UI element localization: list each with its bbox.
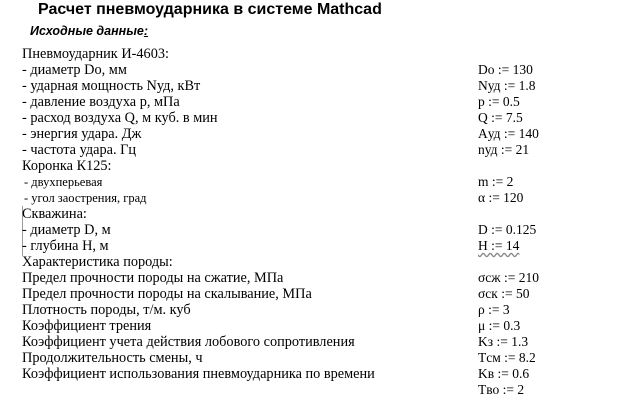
section-header-rock: Характеристика породы: xyxy=(22,254,173,270)
value-tvo[interactable]: Tво := 2 xyxy=(478,382,525,397)
value-sharpening-angle[interactable]: α := 120 xyxy=(478,190,524,205)
param-row-rock xyxy=(22,254,622,270)
param-row-shear-strength xyxy=(22,286,622,302)
param-row-bit xyxy=(22,158,622,174)
param-row-impact-energy xyxy=(22,126,622,142)
label-impact-energy: - энергия удара. Дж xyxy=(22,126,142,142)
param-row-depth xyxy=(22,238,622,254)
param-row-two-blade xyxy=(22,174,622,190)
section-header-bit: Коронка К125: xyxy=(22,158,112,174)
subtitle-text: Исходные данные xyxy=(30,24,144,38)
label-sharpening-angle: - угол заострения, град xyxy=(24,191,147,205)
param-row-drill xyxy=(22,46,622,62)
label-two-blade: - двухперьевая xyxy=(24,175,103,189)
param-row-impact-frequency xyxy=(22,142,622,158)
value-depth[interactable]: H := 14 xyxy=(478,238,520,253)
label-time-utilization: Коэффициент использования пневмоударника по времени xyxy=(22,366,375,382)
label-drag-coefficient: Коэффициент учета действия лобового сопротивления xyxy=(22,334,355,350)
parameter-list xyxy=(22,46,622,398)
value-shift-duration[interactable]: Tсм := 8.2 xyxy=(478,350,536,365)
value-density[interactable]: ρ := 3 xyxy=(478,302,510,317)
param-row-friction xyxy=(22,318,622,334)
value-shear-strength[interactable]: σск := 50 xyxy=(478,286,530,301)
param-row-impact-power xyxy=(22,78,622,94)
label-friction: Коэффициент трения xyxy=(22,318,152,334)
label-shear-strength: Предел прочности породы на скалывание, МПа xyxy=(22,286,312,302)
param-row-shift-duration xyxy=(22,350,622,366)
label-impact-power: - ударная мощность Nуд, кВт xyxy=(22,78,201,94)
param-row-drag-coefficient xyxy=(22,334,622,350)
label-diameter-do: - диаметр Dо, мм xyxy=(22,62,127,78)
label-density: Плотность породы, т/м. куб xyxy=(22,302,191,318)
label-impact-frequency: - частота удара. Гц xyxy=(22,142,137,158)
label-depth: - глубина Н, м xyxy=(22,238,109,254)
section-header-drill: Пневмоударник И-4603: xyxy=(22,46,169,62)
value-impact-energy[interactable]: Aуд := 140 xyxy=(478,126,539,141)
value-impact-frequency[interactable]: nуд := 21 xyxy=(478,142,530,157)
label-compressive-strength: Предел прочности породы на сжатие, МПа xyxy=(22,270,284,286)
label-air-flow: - расход воздуха Q, м куб. в мин xyxy=(22,110,218,126)
param-row-diameter-d xyxy=(22,222,622,238)
value-time-utilization[interactable]: Kв := 0.6 xyxy=(478,366,530,381)
value-air-pressure[interactable]: p := 0.5 xyxy=(478,94,520,109)
param-row-air-pressure xyxy=(22,94,622,110)
label-diameter-d: - диаметр D, м xyxy=(22,222,111,238)
param-row-tvo xyxy=(22,382,622,398)
label-air-pressure: - давление воздуха p, мПа xyxy=(22,94,180,110)
section-header-borehole: Скважина: xyxy=(22,206,87,222)
param-row-time-utilization xyxy=(22,366,622,382)
section-subtitle xyxy=(30,22,148,40)
value-friction[interactable]: μ := 0.3 xyxy=(478,318,521,333)
value-drag-coefficient[interactable]: Kз := 1.3 xyxy=(478,334,529,349)
label-shift-duration: Продолжительность смены, ч xyxy=(22,350,203,366)
value-impact-power[interactable]: Nуд := 1.8 xyxy=(478,78,536,93)
value-compressive-strength[interactable]: σсж := 210 xyxy=(478,270,539,285)
param-row-sharpening-angle xyxy=(22,190,622,206)
subtitle-colon: : xyxy=(143,24,149,38)
value-diameter-d[interactable]: D := 0.125 xyxy=(478,222,537,237)
value-air-flow[interactable]: Q := 7.5 xyxy=(478,110,523,125)
value-two-blade[interactable]: m := 2 xyxy=(478,174,514,189)
value-diameter-do[interactable]: Dо := 130 xyxy=(478,62,533,77)
param-row-density xyxy=(22,302,622,318)
param-row-diameter-do xyxy=(22,62,622,78)
param-row-air-flow xyxy=(22,110,622,126)
param-row-borehole xyxy=(22,206,622,222)
param-row-compressive-strength xyxy=(22,270,622,286)
document-title: Расчет пневмоударника в системе Mathcad xyxy=(38,1,382,18)
